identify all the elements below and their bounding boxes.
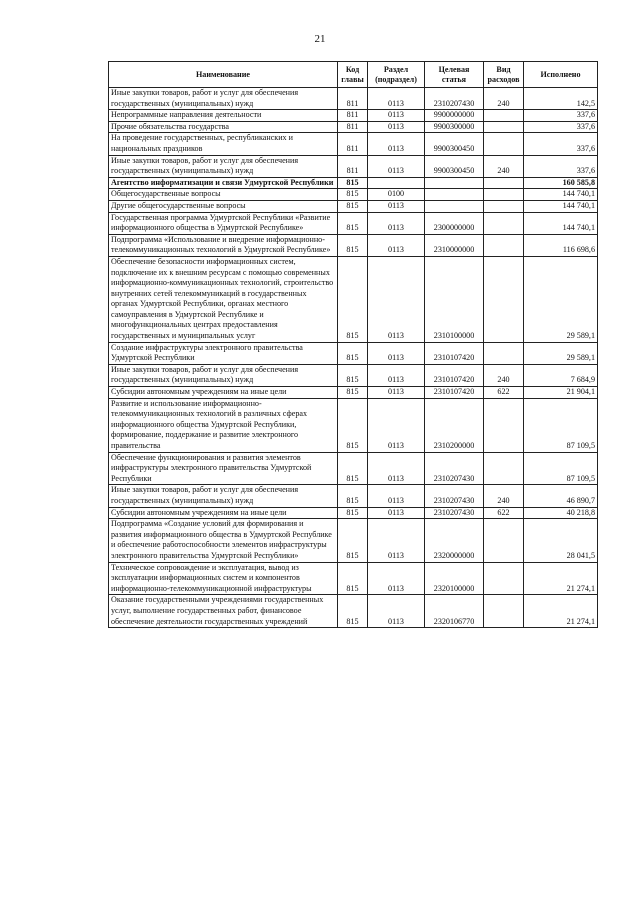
- row-code-cell: 815: [338, 485, 368, 507]
- row-amount-cell: 144 740,1: [524, 212, 598, 234]
- table-header-row: [109, 62, 598, 88]
- row-article-cell: 9900300450: [425, 155, 484, 177]
- row-article-cell: 2310100000: [425, 256, 484, 342]
- row-kind-cell: 240: [484, 88, 524, 110]
- row-name-cell: Иные закупки товаров, работ и услуг для обеспечения государственных (муниципальных) нужд: [109, 155, 338, 177]
- row-kind-cell: [484, 519, 524, 562]
- table-row: [109, 398, 598, 452]
- row-kind-cell: [484, 110, 524, 122]
- row-amount-cell: 116 698,6: [524, 234, 598, 256]
- row-amount-cell: 21 274,1: [524, 595, 598, 628]
- table-row: [109, 121, 598, 133]
- row-code-cell: 815: [338, 342, 368, 364]
- row-article-cell: [425, 177, 484, 189]
- row-section-cell: 0113: [368, 364, 425, 386]
- row-section-cell: 0113: [368, 452, 425, 485]
- row-name-cell: Государственная программа Удмуртской Республики «Развитие информационного общества в Удмуртской Республике»: [109, 212, 338, 234]
- row-section-cell: 0113: [368, 155, 425, 177]
- row-name-cell: Развитие и использование информационно-телекоммуникационных технологий в различных сферах информационного общества Удмуртской Республики, формирование, поддержание и развитие электронного правительства: [109, 398, 338, 452]
- row-kind-cell: [484, 177, 524, 189]
- table-row: [109, 342, 598, 364]
- row-name-cell: Обеспечение функционирования и развития элементов инфраструктуры электронного правительства Удмуртской Республики: [109, 452, 338, 485]
- row-code-cell: 815: [338, 398, 368, 452]
- row-kind-cell: [484, 121, 524, 133]
- header-section: Раздел (подраздел): [368, 62, 425, 88]
- row-section-cell: 0113: [368, 110, 425, 122]
- row-section-cell: 0113: [368, 485, 425, 507]
- row-name-cell: Субсидии автономным учреждениям на иные цели: [109, 387, 338, 399]
- row-name-cell: Техническое сопровождение и эксплуатация, вывод из эксплуатации информационных систем и компонентов информационно-телекоммуникационной инфраструктуры: [109, 562, 338, 595]
- row-article-cell: [425, 200, 484, 212]
- row-kind-cell: [484, 133, 524, 155]
- header-article: Целевая статья: [425, 62, 484, 88]
- row-code-cell: 811: [338, 110, 368, 122]
- row-name-cell: На проведение государственных, республиканских и национальных праздников: [109, 133, 338, 155]
- row-article-cell: 2310000000: [425, 234, 484, 256]
- row-section-cell: 0113: [368, 256, 425, 342]
- row-name-cell: Общегосударственные вопросы: [109, 189, 338, 201]
- row-name-cell: Прочие обязательства государства: [109, 121, 338, 133]
- table-row: [109, 364, 598, 386]
- table-row: [109, 212, 598, 234]
- row-amount-cell: 28 041,5: [524, 519, 598, 562]
- row-kind-cell: [484, 452, 524, 485]
- row-code-cell: 811: [338, 155, 368, 177]
- row-section-cell: 0113: [368, 507, 425, 519]
- row-amount-cell: 87 109,5: [524, 452, 598, 485]
- table-row: [109, 177, 598, 189]
- row-name-cell: Непрограммные направления деятельности: [109, 110, 338, 122]
- table-body: [109, 88, 598, 628]
- row-kind-cell: [484, 562, 524, 595]
- table-row: [109, 200, 598, 212]
- table-row: [109, 387, 598, 399]
- table-row: [109, 562, 598, 595]
- row-amount-cell: 144 740,1: [524, 200, 598, 212]
- row-section-cell: 0113: [368, 234, 425, 256]
- row-kind-cell: [484, 200, 524, 212]
- row-article-cell: 2310107420: [425, 364, 484, 386]
- row-name-cell: Оказание государственными учреждениями государственных услуг, выполнение государственных работ, финансовое обеспечение деятельности государственных учреждений: [109, 595, 338, 628]
- row-amount-cell: 21 904,1: [524, 387, 598, 399]
- row-kind-cell: [484, 212, 524, 234]
- row-article-cell: 2320106770: [425, 595, 484, 628]
- row-article-cell: 9900300000: [425, 121, 484, 133]
- row-code-cell: 815: [338, 364, 368, 386]
- row-article-cell: 2320100000: [425, 562, 484, 595]
- row-code-cell: 815: [338, 595, 368, 628]
- row-name-cell: Иные закупки товаров, работ и услуг для обеспечения государственных (муниципальных) нужд: [109, 485, 338, 507]
- row-amount-cell: 144 740,1: [524, 189, 598, 201]
- row-article-cell: 2310107420: [425, 342, 484, 364]
- row-kind-cell: 240: [484, 485, 524, 507]
- row-section-cell: 0113: [368, 398, 425, 452]
- row-amount-cell: 337,6: [524, 110, 598, 122]
- row-kind-cell: [484, 342, 524, 364]
- table-row: [109, 155, 598, 177]
- header-name: Наименование: [109, 62, 338, 88]
- row-section-cell: 0113: [368, 200, 425, 212]
- row-section-cell: 0113: [368, 121, 425, 133]
- row-kind-cell: [484, 595, 524, 628]
- table-row: [109, 133, 598, 155]
- row-amount-cell: 87 109,5: [524, 398, 598, 452]
- page-number: 21: [314, 33, 326, 45]
- row-article-cell: 2310207430: [425, 507, 484, 519]
- row-code-cell: 815: [338, 507, 368, 519]
- row-section-cell: 0113: [368, 387, 425, 399]
- row-article-cell: [425, 189, 484, 201]
- row-kind-cell: 622: [484, 507, 524, 519]
- row-section-cell: 0113: [368, 562, 425, 595]
- table-row: [109, 595, 598, 628]
- row-code-cell: 815: [338, 177, 368, 189]
- row-section-cell: 0100: [368, 189, 425, 201]
- header-code: Код главы: [338, 62, 368, 88]
- row-name-cell: Агентство информатизации и связи Удмуртской Республики: [109, 177, 338, 189]
- table-row: [109, 507, 598, 519]
- row-article-cell: 2320000000: [425, 519, 484, 562]
- row-article-cell: 2310207430: [425, 485, 484, 507]
- row-code-cell: 815: [338, 234, 368, 256]
- row-article-cell: 2310207430: [425, 88, 484, 110]
- table-row: [109, 88, 598, 110]
- row-article-cell: 2300000000: [425, 212, 484, 234]
- row-amount-cell: 337,6: [524, 121, 598, 133]
- row-name-cell: Создание инфраструктуры электронного правительства Удмуртской Республики: [109, 342, 338, 364]
- row-code-cell: 815: [338, 212, 368, 234]
- row-amount-cell: 29 589,1: [524, 342, 598, 364]
- header-kind: Вид расходов: [484, 62, 524, 88]
- row-name-cell: Иные закупки товаров, работ и услуг для обеспечения государственных (муниципальных) нужд: [109, 364, 338, 386]
- row-code-cell: 811: [338, 133, 368, 155]
- row-amount-cell: 40 218,8: [524, 507, 598, 519]
- row-kind-cell: [484, 234, 524, 256]
- table-row: [109, 485, 598, 507]
- table-row: [109, 519, 598, 562]
- row-section-cell: 0113: [368, 519, 425, 562]
- row-code-cell: 815: [338, 256, 368, 342]
- row-amount-cell: 337,6: [524, 133, 598, 155]
- row-kind-cell: [484, 256, 524, 342]
- row-name-cell: Подпрограмма «Использование и внедрение информационно-телекоммуникационных технологий в Удмуртской Республике»: [109, 234, 338, 256]
- row-kind-cell: 240: [484, 155, 524, 177]
- header-amount: Исполнено: [524, 62, 598, 88]
- row-kind-cell: 622: [484, 387, 524, 399]
- row-name-cell: Другие общегосударственные вопросы: [109, 200, 338, 212]
- row-section-cell: 0113: [368, 212, 425, 234]
- table-row: [109, 234, 598, 256]
- row-name-cell: Иные закупки товаров, работ и услуг для обеспечения государственных (муниципальных) нужд: [109, 88, 338, 110]
- row-amount-cell: 46 890,7: [524, 485, 598, 507]
- row-amount-cell: 7 684,9: [524, 364, 598, 386]
- row-code-cell: 815: [338, 519, 368, 562]
- row-name-cell: Обеспечение безопасности информационных систем, подключение их к внешним ресурсам с помощью современных информационно-коммуникационных технологий, строительство внутренних сетей телекоммуникаций в государственных органах Удмуртской Республики, органах местного самоуправления в Удмуртской Республике и многофункциональных центрах предоставления государственных и муниципальных услуг: [109, 256, 338, 342]
- row-section-cell: 0113: [368, 88, 425, 110]
- row-article-cell: 2310207430: [425, 452, 484, 485]
- row-code-cell: 815: [338, 189, 368, 201]
- row-name-cell: Субсидии автономным учреждениям на иные цели: [109, 507, 338, 519]
- table-row: [109, 256, 598, 342]
- row-code-cell: 811: [338, 88, 368, 110]
- row-section-cell: [368, 177, 425, 189]
- row-article-cell: 2310107420: [425, 387, 484, 399]
- row-code-cell: 815: [338, 452, 368, 485]
- table-row: [109, 189, 598, 201]
- budget-execution-table: [108, 61, 598, 628]
- row-kind-cell: [484, 189, 524, 201]
- row-section-cell: 0113: [368, 133, 425, 155]
- row-code-cell: 815: [338, 562, 368, 595]
- row-code-cell: 815: [338, 387, 368, 399]
- row-article-cell: 2310200000: [425, 398, 484, 452]
- row-name-cell: Подпрограмма «Создание условий для формирования и развития информационного общества в Удмуртской Республике и обеспечение работоспособности элементов инфраструктуры электронного правительства Удмуртской Республики»: [109, 519, 338, 562]
- row-code-cell: 815: [338, 200, 368, 212]
- row-amount-cell: 160 585,8: [524, 177, 598, 189]
- row-amount-cell: 337,6: [524, 155, 598, 177]
- row-article-cell: 9900300450: [425, 133, 484, 155]
- row-amount-cell: 29 589,1: [524, 256, 598, 342]
- row-code-cell: 811: [338, 121, 368, 133]
- row-amount-cell: 21 274,1: [524, 562, 598, 595]
- row-kind-cell: 240: [484, 364, 524, 386]
- row-amount-cell: 142,5: [524, 88, 598, 110]
- table-row: [109, 110, 598, 122]
- table-row: [109, 452, 598, 485]
- row-section-cell: 0113: [368, 595, 425, 628]
- row-kind-cell: [484, 398, 524, 452]
- row-article-cell: 9900000000: [425, 110, 484, 122]
- row-section-cell: 0113: [368, 342, 425, 364]
